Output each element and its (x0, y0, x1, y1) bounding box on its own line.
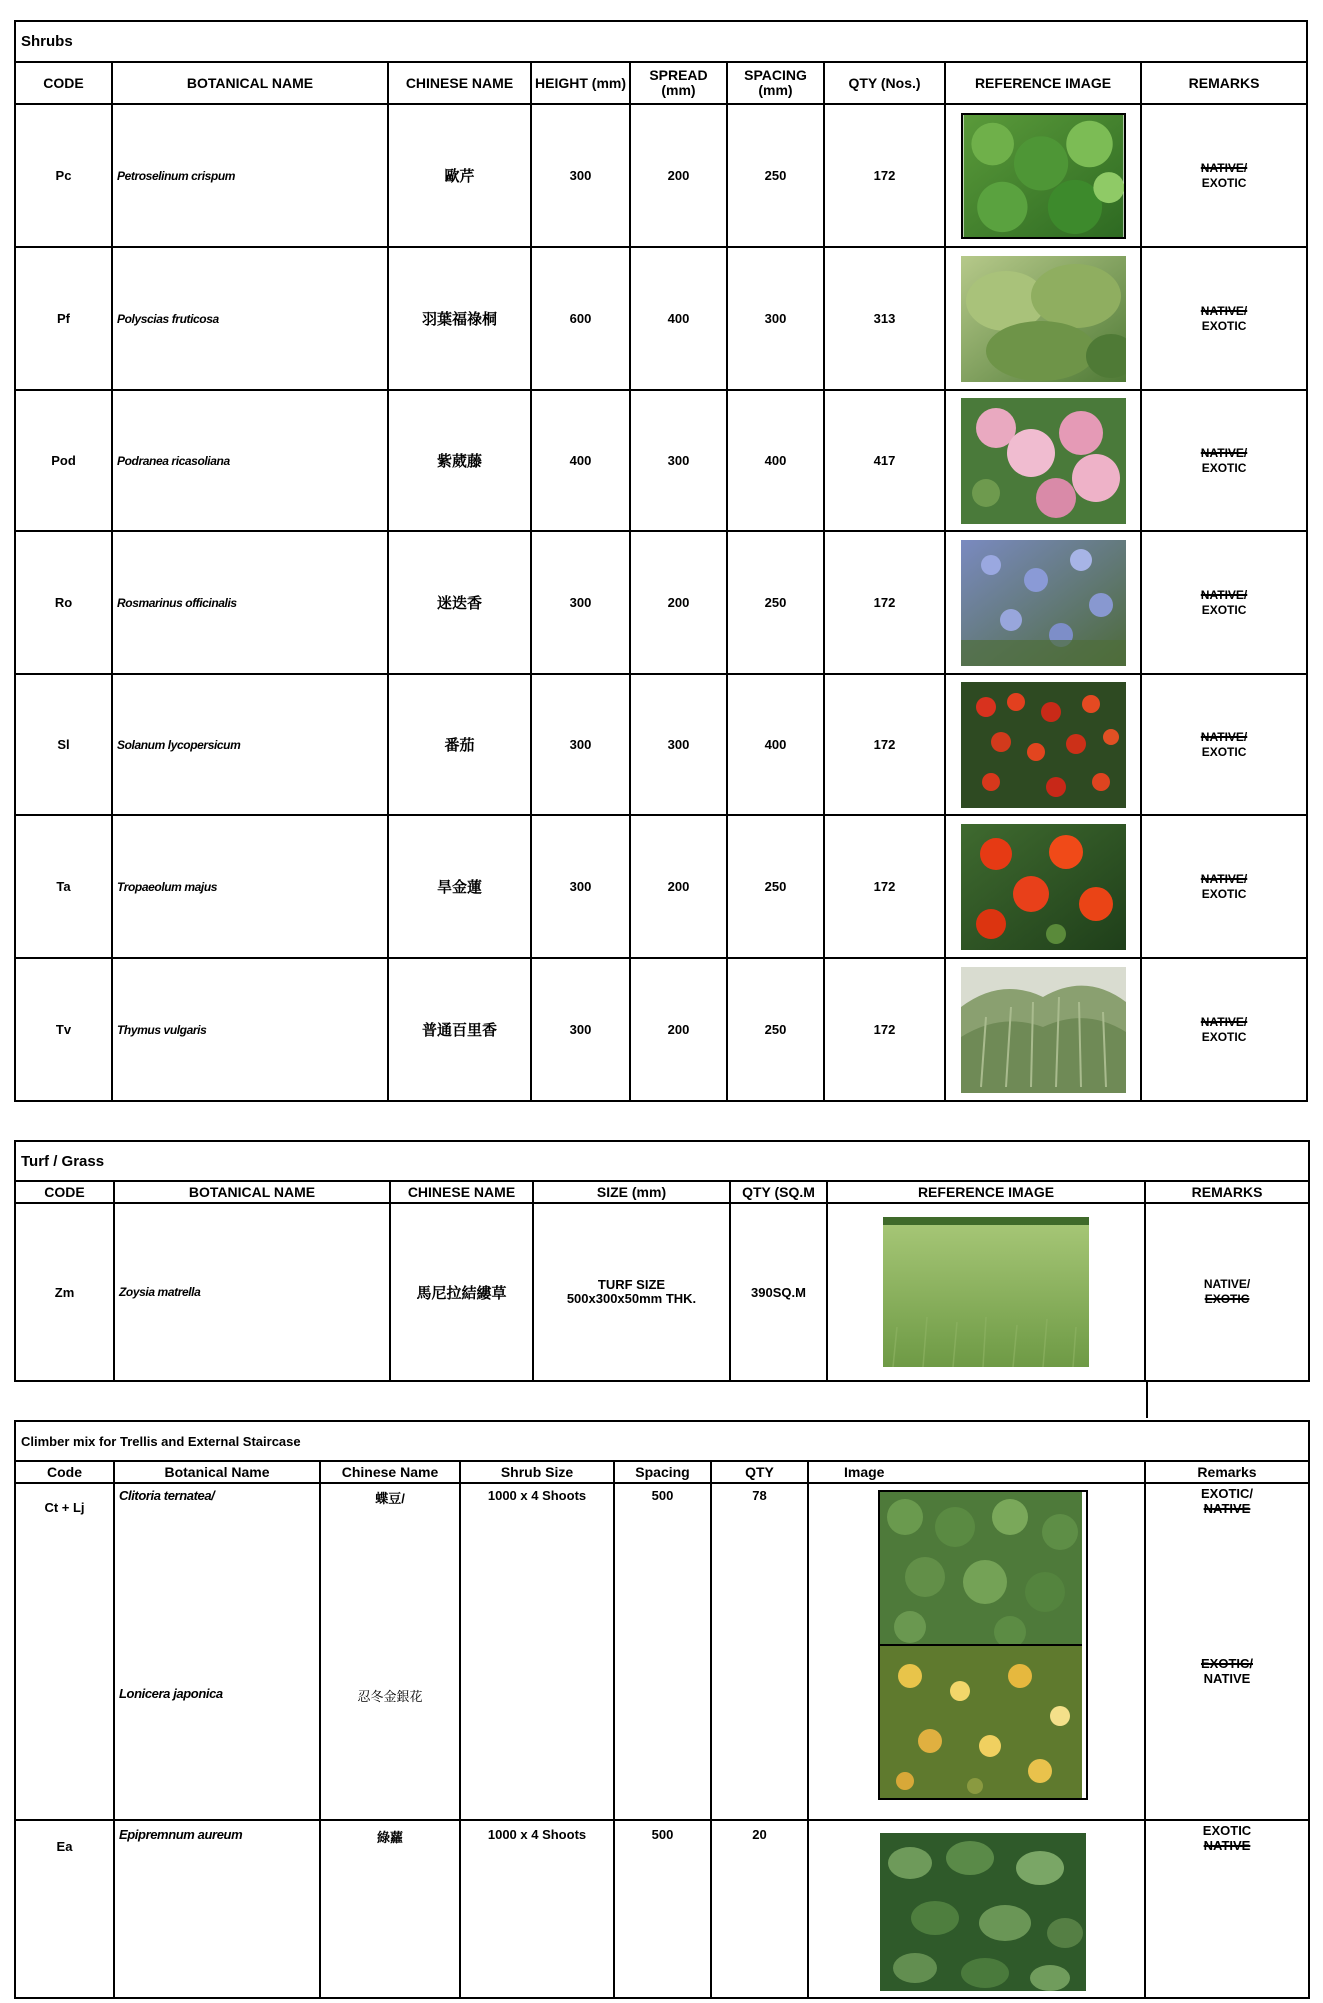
pothos-photo (880, 1833, 1086, 1991)
remarks-cell (1141, 674, 1307, 815)
image-cell (945, 958, 1141, 1101)
remark-value: EXOTIC (1201, 175, 1247, 190)
image-cell (945, 104, 1141, 247)
qty-cell: 172 (824, 674, 945, 815)
chinese-cell: 馬尼拉結縷草 (390, 1203, 533, 1381)
botanical-name-1: Clitoria ternatea/ (119, 1488, 215, 1503)
turf-table (14, 1140, 1310, 1382)
code-cell: Ro (15, 531, 112, 674)
code-cell: Tv (15, 958, 112, 1101)
shrubs-table (14, 20, 1308, 1102)
remark-value: EXOTIC (1201, 1029, 1247, 1044)
table-row (15, 531, 1307, 674)
header-botanical: BOTANICAL NAME (114, 1181, 390, 1203)
header-code: CODE (15, 62, 112, 104)
remark-struck: NATIVE/ (1200, 729, 1248, 744)
header-code: Code (15, 1461, 114, 1483)
spread-cell: 200 (630, 531, 727, 674)
header-image (808, 1461, 1145, 1483)
header-code: CODE (15, 1181, 114, 1203)
image-cell (808, 1483, 1145, 1820)
remark-struck: NATIVE/ (1200, 445, 1248, 460)
header-height: HEIGHT (mm) (531, 62, 630, 104)
header-image: REFERENCE IMAGE (827, 1181, 1145, 1203)
remark-value: EXOTIC/ (1200, 1486, 1253, 1501)
spacing-value: 500 (651, 1827, 674, 1842)
code-value: Ea (56, 1839, 73, 1854)
header-botanical: BOTANICAL NAME (112, 62, 388, 104)
code-value: Ct + Lj (44, 1500, 85, 1515)
table-row (15, 674, 1307, 815)
table-row (15, 390, 1307, 531)
nasturtium-photo (961, 824, 1126, 950)
remark-value: EXOTIC (1202, 1823, 1252, 1838)
height-cell: 400 (531, 390, 630, 531)
botanical-cell: Podranea ricasoliana (112, 390, 388, 531)
spacing-cell: 250 (727, 815, 824, 958)
remarks-cell (1141, 390, 1307, 531)
chinese-cell: 旱金蓮 (388, 815, 531, 958)
header-spacing: SPACING (mm) (727, 62, 824, 104)
code-cell: Pc (15, 104, 112, 247)
spread-cell: 300 (630, 390, 727, 531)
remarks-cell (1145, 1203, 1309, 1381)
size-value: 1000 x 4 Shoots (487, 1827, 587, 1842)
rosemary-photo (961, 540, 1126, 666)
botanical-cell: Tropaeolum majus (112, 815, 388, 958)
table-row (15, 1820, 1309, 1998)
botanical-cell (114, 1820, 320, 1998)
remark-value: EXOTIC (1201, 318, 1247, 333)
spacing-cell: 250 (727, 958, 824, 1101)
thyme-photo (961, 967, 1126, 1093)
height-cell: 300 (531, 674, 630, 815)
chinese-name-1: 蝶豆/ (375, 1491, 405, 1506)
spacing-cell: 250 (727, 104, 824, 247)
climber-title: Climber mix for Trellis and External Staircase (15, 1421, 1309, 1461)
header-remarks: REMARKS (1145, 1181, 1309, 1203)
header-qty: QTY (711, 1461, 808, 1483)
turf-header-row (15, 1181, 1309, 1203)
turf-vertical-line (1146, 1380, 1148, 1418)
image-cell (945, 390, 1141, 531)
table-row (15, 958, 1307, 1101)
chinese-cell (320, 1483, 460, 1820)
chinese-cell: 紫葳藤 (388, 390, 531, 531)
remarks-cell (1145, 1820, 1309, 1998)
header-image: REFERENCE IMAGE (945, 62, 1141, 104)
code-cell: Sl (15, 674, 112, 815)
spacing-value: 500 (651, 1488, 674, 1503)
parsley-photo (961, 113, 1126, 239)
remark-struck: NATIVE (1203, 1501, 1251, 1516)
botanical-cell: Solanum lycopersicum (112, 674, 388, 815)
header-remarks: Remarks (1145, 1461, 1309, 1483)
remark-struck: NATIVE/ (1200, 1014, 1248, 1029)
height-cell: 600 (531, 247, 630, 390)
code-cell: Pod (15, 390, 112, 531)
header-chinese: CHINESE NAME (390, 1181, 533, 1203)
pink-flower-photo (961, 398, 1126, 524)
header-botanical: Botanical Name (114, 1461, 320, 1483)
qty-cell (711, 1820, 808, 1998)
shrub-size-cell (460, 1483, 614, 1820)
code-cell: Ta (15, 815, 112, 958)
qty-cell: 417 (824, 390, 945, 531)
shrubs-header-row (15, 62, 1307, 104)
qty-cell: 390SQ.M (730, 1203, 827, 1381)
tomato-photo (961, 682, 1126, 808)
remark-value: EXOTIC (1201, 886, 1247, 901)
climber-table (14, 1420, 1310, 1999)
remarks-cell (1141, 531, 1307, 674)
qty-cell (711, 1483, 808, 1820)
remarks-cell (1141, 815, 1307, 958)
image-cell (945, 247, 1141, 390)
qty-cell: 313 (824, 247, 945, 390)
chinese-name: 綠蘿 (376, 1830, 403, 1845)
qty-value: 78 (752, 1488, 767, 1503)
remarks-cell (1145, 1483, 1309, 1820)
clitoria-leaves-photo (880, 1492, 1082, 1646)
spacing-cell (614, 1820, 711, 1998)
image-cell (945, 815, 1141, 958)
remark-struck: EXOTIC (1204, 1292, 1250, 1306)
spread-cell: 400 (630, 247, 727, 390)
header-spacing: Spacing (614, 1461, 711, 1483)
botanical-cell: Rosmarinus officinalis (112, 531, 388, 674)
image-stack (878, 1490, 1088, 1800)
size-line2: 500x300x50mm THK. (566, 1291, 697, 1306)
chinese-cell: 迷迭香 (388, 531, 531, 674)
chinese-cell (320, 1820, 460, 1998)
grass-photo (883, 1217, 1089, 1367)
spread-cell: 200 (630, 958, 727, 1101)
spacing-cell: 400 (727, 390, 824, 531)
code-cell: Zm (15, 1203, 114, 1381)
code-cell (15, 1483, 114, 1820)
spacing-cell: 250 (727, 531, 824, 674)
height-cell: 300 (531, 958, 630, 1101)
image-cell (827, 1203, 1145, 1381)
spread-cell: 200 (630, 815, 727, 958)
botanical-name: Epipremnum aureum (119, 1827, 243, 1842)
botanical-cell: Petroselinum crispum (112, 104, 388, 247)
remark-struck: NATIVE/ (1200, 303, 1248, 318)
remark-value: NATIVE (1203, 1671, 1251, 1686)
height-cell: 300 (531, 104, 630, 247)
remarks-cell (1141, 958, 1307, 1101)
header-qty: QTY (SQ.M (730, 1181, 827, 1203)
header-qty: QTY (Nos.) (824, 62, 945, 104)
remark-value: NATIVE/ (1203, 1277, 1251, 1291)
remarks-cell (1141, 247, 1307, 390)
polyscias-photo (961, 256, 1126, 382)
remark-struck: NATIVE (1203, 1838, 1251, 1853)
botanical-cell: Thymus vulgaris (112, 958, 388, 1101)
botanical-cell (114, 1483, 320, 1820)
height-cell: 300 (531, 531, 630, 674)
remark-group-1 (1146, 1486, 1308, 1516)
remark-struck: EXOTIC/ (1200, 1656, 1253, 1671)
size-line1: TURF SIZE (597, 1277, 666, 1292)
table-row (15, 247, 1307, 390)
size-value: 1000 x 4 Shoots (487, 1488, 587, 1503)
turf-title: Turf / Grass (15, 1141, 1309, 1181)
spacing-cell: 300 (727, 247, 824, 390)
chinese-cell: 歐芹 (388, 104, 531, 247)
header-remarks: REMARKS (1141, 62, 1307, 104)
table-row (15, 1483, 1309, 1820)
remark-group-2 (1146, 1656, 1308, 1686)
image-cell (945, 674, 1141, 815)
qty-cell: 172 (824, 104, 945, 247)
remark-struck: NATIVE/ (1200, 160, 1248, 175)
header-chinese: CHINESE NAME (388, 62, 531, 104)
botanical-cell: Zoysia matrella (114, 1203, 390, 1381)
chinese-cell: 普通百里香 (388, 958, 531, 1101)
image-cell (808, 1820, 1145, 1998)
botanical-name-2: Lonicera japonica (119, 1686, 223, 1701)
header-image-label: Image (844, 1463, 885, 1480)
qty-cell: 172 (824, 958, 945, 1101)
table-row (15, 815, 1307, 958)
spacing-cell: 400 (727, 674, 824, 815)
spread-cell: 200 (630, 104, 727, 247)
header-chinese: Chinese Name (320, 1461, 460, 1483)
remark-value: EXOTIC (1201, 460, 1247, 475)
climber-header-row (15, 1461, 1309, 1483)
spacing-cell (614, 1483, 711, 1820)
botanical-cell: Polyscias fruticosa (112, 247, 388, 390)
remarks-cell (1141, 104, 1307, 247)
height-cell: 300 (531, 815, 630, 958)
qty-value: 20 (752, 1827, 767, 1842)
shrubs-title: Shrubs (15, 21, 1307, 62)
header-size: SIZE (mm) (533, 1181, 730, 1203)
code-cell (15, 1820, 114, 1998)
chinese-cell: 番茄 (388, 674, 531, 815)
spread-cell: 300 (630, 674, 727, 815)
qty-cell: 172 (824, 815, 945, 958)
remark-value: EXOTIC (1201, 744, 1247, 759)
header-shrub-size: Shrub Size (460, 1461, 614, 1483)
remark-value: EXOTIC (1201, 602, 1247, 617)
shrub-size-cell (460, 1820, 614, 1998)
code-cell: Pf (15, 247, 112, 390)
table-row (15, 104, 1307, 247)
honeysuckle-photo (880, 1646, 1082, 1798)
remark-struck: NATIVE/ (1200, 587, 1248, 602)
qty-cell: 172 (824, 531, 945, 674)
size-cell (533, 1203, 730, 1381)
header-spread: SPREAD (mm) (630, 62, 727, 104)
table-row (15, 1203, 1309, 1381)
chinese-cell: 羽葉福祿桐 (388, 247, 531, 390)
chinese-name-2: 忍冬金銀花 (357, 1689, 423, 1704)
remark-struck: NATIVE/ (1200, 871, 1248, 886)
image-cell (945, 531, 1141, 674)
